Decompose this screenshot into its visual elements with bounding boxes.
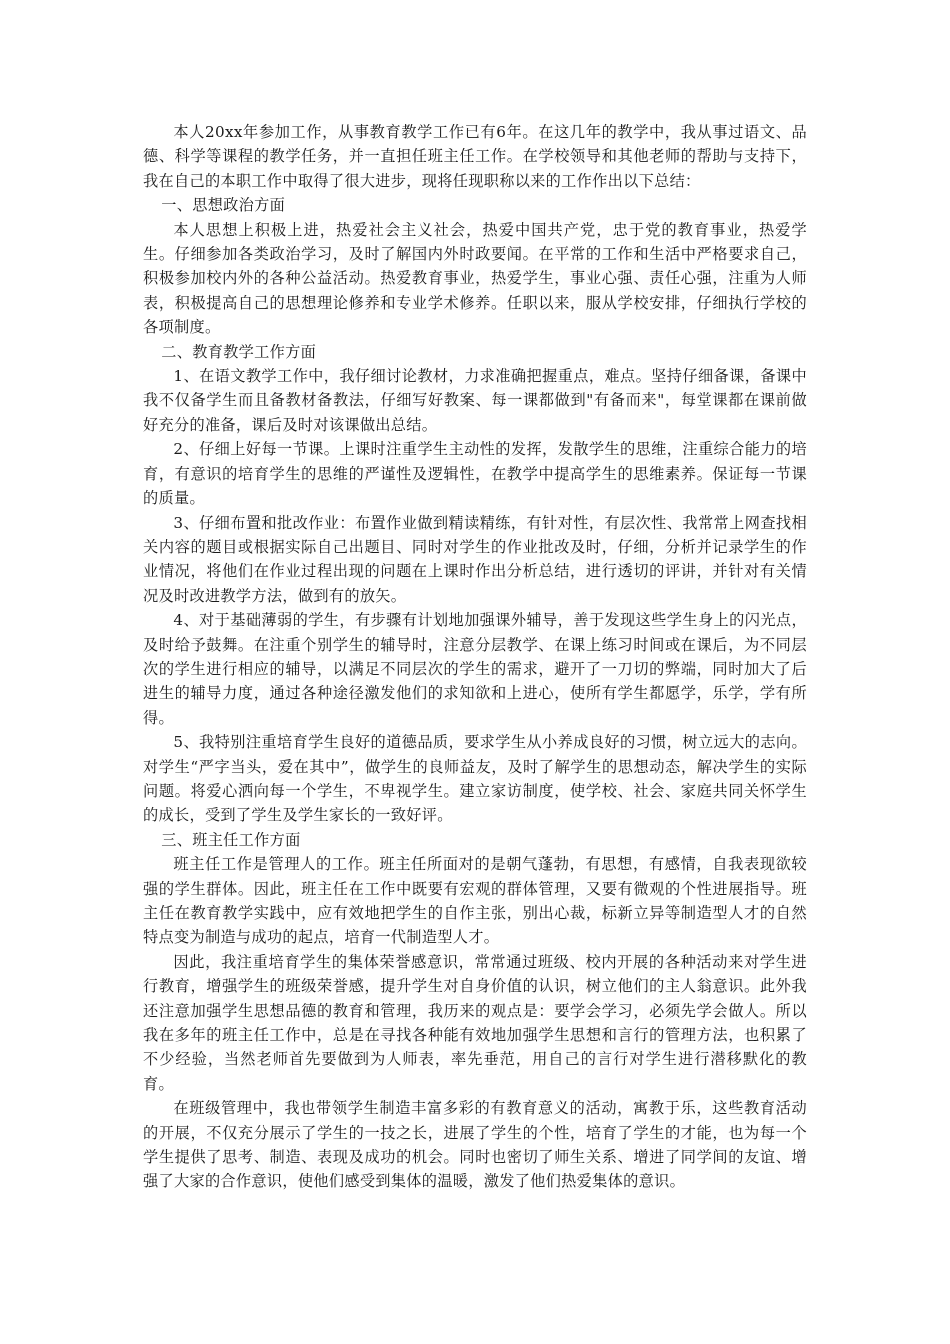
section-2-paragraph-4: 4、对于基础薄弱的学生，有步骤有计划地加强课外辅导，善于发现这些学生身上的闪光点，及时给予鼓舞。在注重个别学生的辅导时，注意分层教学、在课上练习时间或在课后，为不同层次的学生进行相应的辅导，以满足不同层次的学生的需求，避开了一刀切的弊端，同时加大了后进生的辅导力度，通过各种途径激发他们的求知欲和上进心，使所有学生都愿学，乐学，学有所得。 <box>143 611 807 727</box>
section-2-paragraph-3: 3、仔细布置和批改作业：布置作业做到精读精练，有针对性，有层次性、我常常上网查找相关内容的题目或根据实际自己出题目、同时对学生的作业批改及时，仔细，分析并记录学生的作业情况，将他们在作业过程出现的问题在上课时作出分析总结，进行透切的评讲，并针对有关情况及时改进教学方法，做到有的放矢。 <box>143 513 807 605</box>
section-heading-2: 二、教育教学工作方面 <box>161 342 317 361</box>
section-3-paragraph-1: 班主任工作是管理人的工作。班主任所面对的是朝气蓬勃，有思想，有感情，自我表现欲较强的学生群体。因此，班主任在工作中既要有宏观的群体管理，又要有微观的个性进展指导。班主任在教育教学实践中，应有效地把学生的自作主张，别出心裁，标新立异等制造型人才的自然特点变为制造与成功的起点，培育一代制造型人才。 <box>143 855 807 947</box>
intro-paragraph: 本人20xx年参加工作，从事教育教学工作已有6年。在这几年的教学中，我从事过语文、品德、科学等课程的教学任务，并一直担任班主任工作。在学校领导和其他老师的帮助与支持下，我在自己的本职工作中取得了很大进步，现将任现职称以来的工作作出以下总结： <box>143 123 807 190</box>
section-heading-3: 三、班主任工作方面 <box>161 830 301 849</box>
section-1-paragraph-1: 本人思想上积极上进，热爱社会主义社会，热爱中国共产党，忠于党的教育事业，热爱学生。仔细参加各类政治学习，及时了解国内外时政要闻。在平常的工作和生活中严格要求自己，积极参加校内外的各种公益活动。热爱教育事业，热爱学生，事业心强、责任心强，注重为人师表，积极提高自己的思想理论修养和专业学术修养。任职以来，服从学校安排，仔细执行学校的各项制度。 <box>143 220 807 337</box>
section-heading-1: 一、思想政治方面 <box>161 196 286 215</box>
section-3-paragraph-2: 因此，我注重培育学生的集体荣誉感意识，常常通过班级、校内开展的各种活动来对学生进行教育，增强学生的班级荣誉感，提升学生对自身价值的认识，树立他们的主人翁意识。此外我还注意加强学生思想品德的教育和管理，我历来的观点是：要学会学习，必须先学会做人。所以我在多年的班主任工作中，总是在寻找各种能有效地加强学生思想和言行的管理方法，也积累了不少经验，当然老师首先要做到为人师表，率先垂范，用自己的言行对学生进行潜移默化的教育。 <box>143 952 807 1093</box>
section-2-paragraph-1: 1、在语文教学工作中，我仔细讨论教材，力求准确把握重点，难点。坚持仔细备课，备课中我不仅备学生而且备教材备教法，仔细写好教案、每一课都做到"有备而来"，每堂课都在课前做好充分的准备，课后及时对该课做出总结。 <box>143 367 807 434</box>
document-body <box>143 120 807 1194</box>
section-2-paragraph-2: 2、仔细上好每一节课。上课时注重学生主动性的发挥，发散学生的思维，注重综合能力的培育，有意识的培育学生的思维的严谨性及逻辑性，在教学中提高学生的思维素养。保证每一节课的质量。 <box>143 440 807 508</box>
section-3-paragraph-3: 在班级管理中，我也带领学生制造丰富多彩的有教育意义的活动，寓教于乐，这些教育活动的开展，不仅充分展示了学生的一技之长，进展了学生的个性，培育了学生的才能，也为每一个学生提供了思考、制造、表现及成功的机会。同时也密切了师生关系、增进了同学间的友谊、增强了大家的合作意识，使他们感受到集体的温暖，激发了他们热爱集体的意识。 <box>143 1099 807 1191</box>
section-2-paragraph-5: 5、我特别注重培育学生良好的道德品质，要求学生从小养成良好的习惯，树立远大的志向。对学生“严字当头，爱在其中”，做学生的良师益友，及时了解学生的思想动态，解决学生的实际问题。将爱心洒向每一个学生，不卑视学生。建立家访制度，使学校、社会、家庭共同关怀学生的成长，受到了学生及学生家长的一致好评。 <box>143 733 807 825</box>
